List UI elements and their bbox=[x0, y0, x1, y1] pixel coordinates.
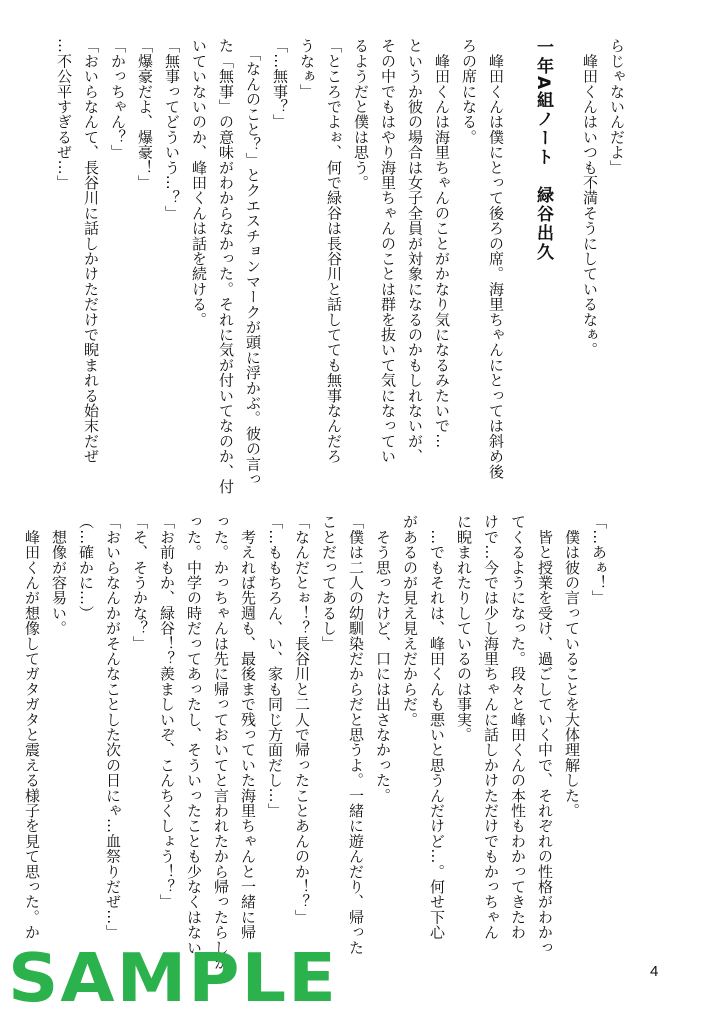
text-line: いていないのか、峰田くんは話を続ける。 bbox=[190, 38, 208, 327]
text-line: 「…あぁ！」 bbox=[590, 514, 608, 606]
text-line: るようだと僕は思う。 bbox=[352, 38, 370, 190]
text-line: った。かっちゃんは先に帰っておいてと言われたから帰ったらしか bbox=[212, 514, 230, 970]
text-line: …でもそれは、峰田くんも悪いと思うんだけど…。何せ下心 bbox=[428, 514, 446, 940]
text-line: らじゃないんだよ」 bbox=[608, 38, 626, 175]
blank-line bbox=[509, 38, 523, 488]
text-line: 峰田くんが想像してガタガタと震える様子を見て思った。か bbox=[23, 514, 41, 940]
text-line: 「おいらなんかがそんなことした次の日にゃ…血祭りだぜ…」 bbox=[104, 514, 122, 940]
chapter-heading: 一年A組ノート 緑谷出久 bbox=[533, 38, 553, 263]
text-line: ことだってあるし」 bbox=[320, 514, 338, 651]
text-line: うなぁ」 bbox=[298, 38, 316, 99]
text-line: てくるようになった。段々と峰田くんの本性もわかってきたわ bbox=[509, 514, 527, 940]
sample-watermark: SAMPLE bbox=[8, 939, 338, 1017]
text-line: 「なんのこと？」とクエスチョンマークが頭に浮かぶ。彼の言っ bbox=[244, 38, 262, 487]
text-line: 峰田くんは海里ちゃんのことがかなり気になるみたいで… bbox=[433, 38, 451, 449]
text-line: 「そ、そうかな？」 bbox=[131, 514, 149, 651]
text-line: 「かっちゃん？」 bbox=[109, 38, 127, 160]
text-line: に睨まれたりしているのは事実。 bbox=[455, 514, 473, 742]
text-line: 「ところでよぉ、何で緑谷は長谷川と話してても無事なんだろ bbox=[325, 38, 343, 464]
text-line: 「おいらなんて、長谷川に話しかけただけで睨まれる始末だぜ bbox=[82, 38, 100, 464]
text-line: があるのが見え見えだからだ。 bbox=[401, 514, 419, 727]
text-line: 想像が容易い。 bbox=[50, 514, 68, 636]
text-line: というか彼の場合は女子全員が対象になるのかもしれないが、 bbox=[406, 38, 424, 464]
text-line: （…確かに…） bbox=[77, 514, 95, 621]
text-line: 「…ももちろん、い、家も同じ方面だし…」 bbox=[266, 514, 284, 818]
text-line: 「無事ってどういう…？」 bbox=[163, 38, 181, 221]
text-line: …不公平すぎるぜ…」 bbox=[55, 38, 73, 190]
text-line: 考えれば先週も、最後まで残っていた海里ちゃんと一緒に帰 bbox=[239, 514, 257, 940]
text-line: そう思ったけど、口には出さなかった。 bbox=[374, 514, 392, 803]
page-number: 4 bbox=[650, 963, 659, 980]
text-line: 「お前もか、緑谷！？羨ましいぞ、こんちくしょう！？」 bbox=[158, 514, 176, 910]
text-line: 「…無事？」 bbox=[271, 38, 289, 130]
text-block-bottom bbox=[23, 514, 612, 970]
text-line: 僕は彼の言っていることを大体理解した。 bbox=[563, 514, 581, 818]
text-line: ろの席になる。 bbox=[460, 38, 478, 145]
text-line: けで…今では少し海里ちゃんに話しかけただけでもかっちゃん bbox=[482, 514, 500, 940]
text-block-top bbox=[55, 38, 630, 494]
text-line: その中でもはやり海里ちゃんのことは群を抜いて気になってい bbox=[379, 38, 397, 464]
text-line: 峰田くんはいつも不満そうにしているなぁ。 bbox=[581, 38, 599, 358]
text-line: 「爆豪だよ、爆豪！」 bbox=[136, 38, 154, 190]
text-line: 「僕は二人の幼馴染だからだと思うよ。一緒に遊んだり、帰った bbox=[347, 514, 365, 955]
text-line: った。中学の時だってあったし、そういったことも少なくはない。 bbox=[185, 514, 203, 970]
text-line: 皆と授業を受け、過ごしていく中で、それぞれの性格がわかっ bbox=[536, 514, 554, 955]
text-line: た「無事」の意味がわからなかった。それに気が付いてなのか、付 bbox=[217, 38, 235, 494]
text-line: 峰田くんは僕にとって後ろの席。海里ちゃんにとっては斜め後 bbox=[487, 38, 505, 479]
text-line: 「なんだとぉ！？長谷川と二人で帰ったことあんのか！？」 bbox=[293, 514, 311, 925]
blank-line bbox=[562, 38, 576, 488]
